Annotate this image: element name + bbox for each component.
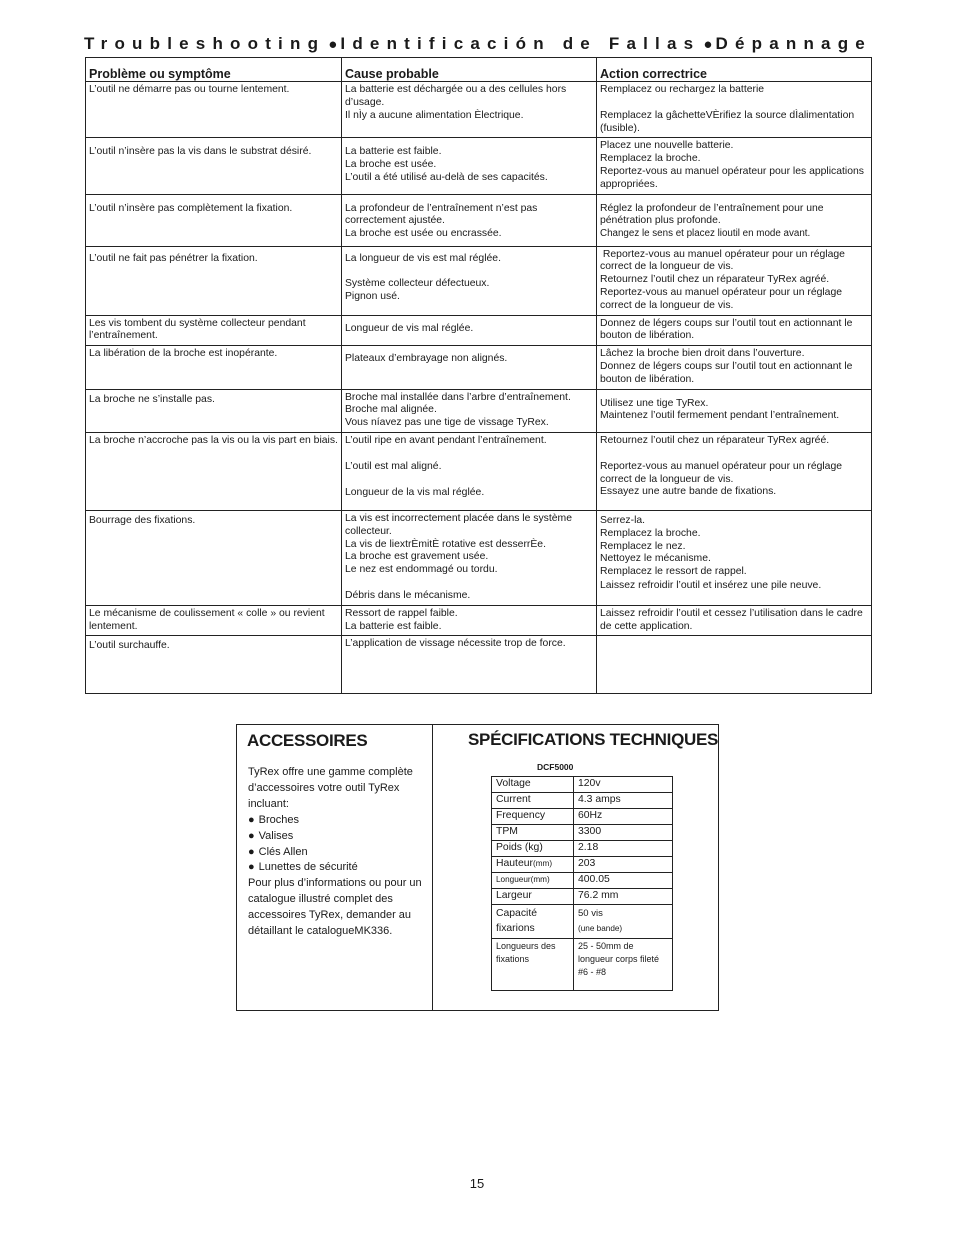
spec-row <box>492 809 673 825</box>
cause-cell <box>342 194 597 246</box>
action-text: Changez le sens et placez lioutil en mode avant. <box>600 228 811 240</box>
spec-label-text: Capacité fixarions <box>496 908 538 934</box>
problem-cell <box>86 389 342 432</box>
cause-text: La vis est incorrectement placée dans le système collecteur. <box>345 512 575 537</box>
spec-value-note: (une bande) <box>578 924 623 933</box>
spec-value: 120v <box>574 777 673 793</box>
accessory-item <box>248 860 423 876</box>
spec-label <box>492 825 574 841</box>
table-row <box>86 138 872 194</box>
spec-label <box>492 809 574 825</box>
action-cell <box>597 605 872 636</box>
spec-label-text: Largeur <box>496 890 532 901</box>
cause-text: L’application de vissage nécessite trop de force. <box>345 638 566 650</box>
cause-text: La batterie est faible. <box>345 146 442 158</box>
spec-row <box>492 889 673 905</box>
problem-text: La broche n’accroche pas la vis ou la vis part en biais. <box>89 434 338 446</box>
action-cell <box>597 194 872 246</box>
page-number: 15 <box>469 1176 485 1191</box>
spec-row <box>492 873 673 889</box>
spec-value: 203 <box>574 857 673 873</box>
spec-row <box>492 777 673 793</box>
spec-value: 76.2 mm <box>574 889 673 905</box>
accessory-item-label: Clés Allen <box>258 845 308 858</box>
problem-cell <box>86 138 342 194</box>
page-header <box>84 34 872 54</box>
accessory-item <box>248 845 423 861</box>
problem-text: Bourrage des fixations. <box>89 514 196 526</box>
action-text: Donnez de légers coups sur l’outil tout en actionnant le bouton de libération. <box>600 360 856 385</box>
spec-label-text: TPM <box>496 826 518 837</box>
troubleshooting-table <box>85 57 872 694</box>
accessories-body <box>248 765 423 940</box>
table-row <box>86 432 872 510</box>
action-text: Laissez refroidir l’outil et cessez l’utilisation dans le cadre de cette application. <box>600 607 866 632</box>
table-row <box>86 636 872 694</box>
table-row <box>86 194 872 246</box>
action-cell <box>597 636 872 694</box>
accessory-item <box>248 829 423 845</box>
header-title-en: Troubleshooting <box>84 34 326 53</box>
spec-label-text: Hauteur <box>496 858 533 869</box>
spec-unit: (mm) <box>532 859 553 868</box>
cause-text: La broche est gravement usée. <box>345 551 489 563</box>
problem-cell <box>86 636 342 694</box>
cause-cell <box>342 82 597 138</box>
cause-text: La batterie est faible. <box>345 620 442 632</box>
action-text: Remplacez ou rechargez la batterie <box>600 84 765 95</box>
action-text: Essayez une autre bande de fixations. <box>600 486 777 498</box>
cause-text: Débris dans le mécanisme. <box>345 589 471 601</box>
cause-text: La profondeur de l’entraînement n’est pas correctement ajustée. <box>345 202 541 227</box>
cause-cell <box>342 246 597 315</box>
problem-text: L’outil ne démarre pas ou tourne lentement. <box>89 84 290 95</box>
problem-cell <box>86 346 342 389</box>
column-header-problem: Problème ou symptôme <box>86 58 342 82</box>
cause-text: Broche mal alignée. <box>345 404 437 416</box>
problem-cell <box>86 432 342 510</box>
spec-label <box>492 939 574 991</box>
action-text: Serrez-la. <box>600 514 646 526</box>
problem-cell <box>86 315 342 346</box>
table-row <box>86 510 872 605</box>
spec-row <box>492 905 673 939</box>
cause-text: La vis de liextrÈmitÈ rotative est desserrÈe. <box>345 538 546 550</box>
cause-text: La longueur de vis est mal réglée. <box>345 252 501 264</box>
cause-text: La batterie est déchargée ou a des cellules hors d’usage. <box>345 84 570 108</box>
action-text: Utilisez une tige TyRex. <box>600 397 709 409</box>
spec-value-text: 25 - 50mm de longueur corps fileté #6 - #8 <box>578 941 660 977</box>
problem-text: Les vis tombent du système collecteur pendant l’entraînement. <box>89 317 309 342</box>
problem-text: L’outil n’insère pas complètement la fixation. <box>89 202 293 214</box>
action-text: Lâchez la broche bien droit dans l’ouverture. <box>600 348 805 360</box>
cause-cell <box>342 138 597 194</box>
cause-text: Il nÌy a aucune alimentation Èlectrique. <box>345 109 524 121</box>
cause-cell <box>342 636 597 694</box>
action-text: Remplacez le nez. <box>600 540 686 552</box>
spec-label <box>492 889 574 905</box>
header-bullet: ● <box>328 35 338 53</box>
problem-cell <box>86 605 342 636</box>
spec-label <box>492 905 574 939</box>
problem-text: La broche ne s’installe pas. <box>89 393 215 405</box>
action-text: Reportez-vous au manuel opérateur pour un réglage correct de la longueur de vis. <box>600 460 845 485</box>
action-text: Nettoyez le mécanisme. <box>600 553 711 565</box>
spec-label-text: Current <box>496 794 531 805</box>
action-text: Donnez de légers coups sur l’outil tout en actionnant le bouton de libération. <box>600 317 856 342</box>
spec-label <box>492 841 574 857</box>
action-text: Reportez-vous au manuel opérateur pour un réglage correct de la longueur de vis. <box>600 286 845 311</box>
table-row <box>86 315 872 346</box>
accessory-item-label: Lunettes de sécurité <box>258 861 358 874</box>
specs-model: DCF5000 <box>537 762 574 772</box>
action-text: Remplacez la broche. <box>600 527 701 539</box>
cause-cell <box>342 432 597 510</box>
problem-text: L’outil surchauffe. <box>89 640 170 652</box>
spec-row <box>492 793 673 809</box>
spec-value: 400.05 <box>574 873 673 889</box>
action-text: Remplacez le ressort de rappel. <box>600 566 747 578</box>
accessories-intro: TyRex offre une gamme complète d’accessoires votre outil TyRex incluant: <box>248 766 413 810</box>
problem-text: La libération de la broche est inopérante. <box>89 348 278 360</box>
cause-cell <box>342 389 597 432</box>
column-header-action: Action correctrice <box>597 58 872 82</box>
cause-text: Pignon usé. <box>345 291 400 303</box>
problem-cell <box>86 82 342 138</box>
cause-text: La broche est usée. <box>345 159 437 171</box>
action-cell <box>597 510 872 605</box>
action-cell <box>597 82 872 138</box>
cause-text: Système collecteur défectueux. <box>345 278 490 290</box>
accessories-title: ACCESSOIRES <box>247 731 368 750</box>
spec-unit: (mm) <box>530 875 550 884</box>
problem-cell <box>86 194 342 246</box>
accessories-panel <box>237 725 433 1010</box>
specs-table <box>491 776 673 991</box>
accessory-item-label: Valises <box>258 829 294 842</box>
cause-text: Plateaux d’embrayage non alignés. <box>345 353 508 365</box>
action-text: Laissez refroidir l’outil et insérez une pile neuve. <box>600 579 822 591</box>
table-row <box>86 246 872 315</box>
table-row <box>86 605 872 636</box>
spec-value <box>574 905 673 939</box>
spec-value-text: 50 vis <box>578 908 603 919</box>
action-text: Retournez l’outil chez un réparateur TyRex agréé. <box>600 274 830 286</box>
header-title-fr: Dépannage <box>715 34 872 53</box>
spec-row <box>492 825 673 841</box>
problem-cell <box>86 510 342 605</box>
action-text: Retournez l’outil chez un réparateur TyRex agréé. <box>600 434 830 446</box>
column-header-cause: Cause probable <box>342 58 597 82</box>
cause-cell <box>342 346 597 389</box>
table-row <box>86 82 872 138</box>
spec-label-text: Frequency <box>496 810 546 821</box>
spec-value: 2.18 <box>574 841 673 857</box>
cause-text: L’outil ripe en avant pendant l’entraînement. <box>345 434 547 446</box>
spec-value: 60Hz <box>574 809 673 825</box>
action-cell <box>597 138 872 194</box>
spec-label <box>492 777 574 793</box>
cause-cell <box>342 510 597 605</box>
header-title-es: Identificación de Fallas <box>340 34 701 53</box>
spec-row <box>492 857 673 873</box>
cause-text: L’outil a été utilisé au-delà de ses capacités. <box>345 171 548 183</box>
spec-value: 3300 <box>574 825 673 841</box>
action-text: Réglez la profondeur de l’entraînement pour une pénétration plus profonde. <box>600 202 827 227</box>
action-text: Maintenez l’outil fermement pendant l’entraînement. <box>600 410 840 422</box>
cause-text: Ressort de rappel faible. <box>345 607 458 619</box>
cause-text: Longueur de vis mal réglée. <box>345 322 474 334</box>
accessories-outro: Pour plus d’informations ou pour un catalogue illustré complet des accessoires TyRex, demander au détaillant le catalogueMK336. <box>248 877 422 938</box>
action-cell <box>597 315 872 346</box>
action-text: Reportez-vous au manuel opérateur pour un réglage correct de la longueur de vis. <box>600 248 848 273</box>
spec-label <box>492 857 574 873</box>
cause-cell <box>342 315 597 346</box>
spec-label-text: Longueurs des fixations <box>496 941 556 964</box>
header-bullet: ● <box>703 35 713 53</box>
table-row <box>86 346 872 389</box>
spec-label <box>492 793 574 809</box>
action-text: Placez une nouvelle batterie. <box>600 140 734 152</box>
cause-text: Le nez est endommagé ou tordu. <box>345 564 498 576</box>
cause-text: L’outil est mal aligné. <box>345 460 442 472</box>
spec-label-text: Longueur <box>496 875 531 884</box>
table-row <box>86 389 872 432</box>
specs-title: SPÉCIFICATIONS TECHNIQUES <box>468 730 719 749</box>
problem-text: Le mécanisme de coulissement « colle » ou revient lentement. <box>89 607 328 632</box>
action-cell <box>597 432 872 510</box>
action-text: Remplacez la broche. <box>600 153 701 165</box>
accessories-specs-box <box>236 724 719 1011</box>
spec-label <box>492 873 574 889</box>
spec-row <box>492 939 673 991</box>
accessory-item-label: Broches <box>258 813 300 826</box>
spec-value: 4.3 amps <box>574 793 673 809</box>
cause-text: Longueur de la vis mal réglée. <box>345 486 485 498</box>
cause-text: La broche est usée ou encrassée. <box>345 228 502 240</box>
cause-text: Broche mal installée dans l’arbre d’entraînement. <box>345 391 571 403</box>
problem-cell <box>86 246 342 315</box>
action-cell <box>597 246 872 315</box>
table-header-row <box>86 58 872 82</box>
action-text: Reportez-vous au manuel opérateur pour les applications appropriées. <box>600 165 867 190</box>
spec-label-text: Voltage <box>496 778 531 789</box>
problem-text: L’outil n’insère pas la vis dans le substrat désiré. <box>89 146 312 158</box>
spec-label-text: Poids (kg) <box>496 842 543 853</box>
action-cell <box>597 346 872 389</box>
cause-text: Vous níavez pas une tige de vissage TyRex. <box>345 417 549 429</box>
action-text: Remplacez la gâchetteVÈrifiez la source dÌalimentation (fusible). <box>600 109 858 134</box>
problem-text: L’outil ne fait pas pénétrer la fixation. <box>89 252 258 264</box>
spec-value <box>574 939 673 991</box>
action-cell <box>597 389 872 432</box>
spec-row <box>492 841 673 857</box>
cause-cell <box>342 605 597 636</box>
accessory-item <box>248 813 423 829</box>
